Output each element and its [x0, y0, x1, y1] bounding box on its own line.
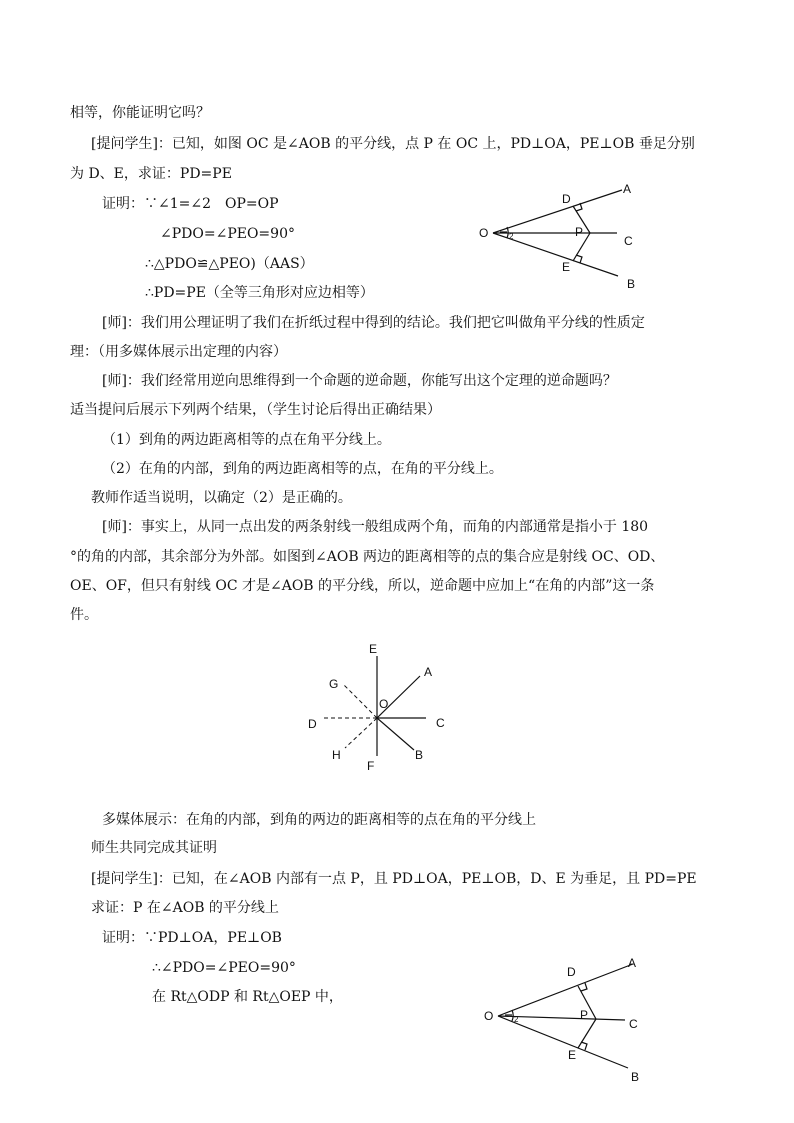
label-C: C	[436, 716, 445, 730]
text-line: （2）在角的内部，到角的两边距离相等的点，在角的平分线上。	[102, 461, 503, 477]
text-line: [师]：我们用公理证明了我们在折纸过程中得到的结论。我们把它叫做角平分线的性质定	[102, 315, 645, 331]
text-line: 教师作适当说明，以确定（2）是正确的。	[91, 490, 352, 506]
label-D: D	[308, 717, 317, 731]
text-line: 件。	[70, 607, 98, 623]
text-line: 理：（用多媒体展示出定理的内容）	[70, 344, 287, 360]
label-F: F	[367, 759, 375, 773]
label-D: D	[562, 192, 571, 206]
label-E: E	[562, 260, 571, 274]
label-G: G	[329, 677, 339, 691]
text-line: °的角的内部，其余部分为外部。如图到∠AOB 两边的距离相等的点的集合应是射线 OC、OD、	[70, 549, 665, 565]
text-line: 求证：P 在∠AOB 的平分线上	[91, 900, 279, 916]
label-P: P	[580, 1008, 589, 1022]
text-line: ∠PDO=∠PEO=90°	[160, 226, 295, 242]
label-B: B	[415, 748, 424, 762]
label-B: B	[631, 1070, 640, 1084]
label-A: A	[628, 956, 637, 970]
text-line: [提问学生]：已知，如图 OC 是∠AOB 的平分线，点 P 在 OC 上，PD⊥OA，PE⊥OB 垂足分别	[91, 136, 695, 152]
label-P: P	[575, 225, 584, 239]
text-line: 相等，你能证明它吗？	[70, 105, 210, 121]
label-C: C	[624, 234, 633, 248]
label-H: H	[332, 748, 341, 762]
text-line: ∴∠PDO=∠PEO=90°	[152, 960, 296, 976]
label-O: O	[379, 697, 389, 711]
label-C: C	[629, 1017, 638, 1031]
text-line: 多媒体展示：在角的内部，到角的两边的距离相等的点在角的平分线上	[102, 812, 536, 828]
text-line: [师]：我们经常用逆向思维得到一个命题的逆命题，你能写出这个定理的逆命题吗？	[102, 373, 617, 389]
label-B: B	[627, 277, 636, 291]
text-line: [师]：事实上，从同一点出发的两条射线一般组成两个角，而角的内部通常是指小于 180	[102, 519, 649, 535]
text-line: OE、OF，但只有射线 OC 才是∠AOB 的平分线，所以，逆命题中应加上“在角的内部”这一条	[70, 578, 655, 594]
text-line: （1）到角的两边距离相等的点在角平分线上。	[102, 432, 391, 448]
text-line: 师生共同完成其证明	[91, 840, 217, 856]
text-line: ∴PD=PE（全等三角形对应边相等）	[145, 285, 374, 301]
label-D: D	[567, 965, 576, 979]
text-line: 证明：∵∠1=∠2 OP=OP	[102, 196, 279, 212]
label-O: O	[484, 1009, 494, 1023]
label-angle-2: 2	[509, 232, 514, 241]
label-E: E	[568, 1048, 577, 1062]
label-E: E	[369, 642, 378, 656]
angle-bisector-figure-2	[470, 950, 655, 1085]
text-line: 在 Rt△ODP 和 Rt△OEP 中，	[152, 989, 343, 1005]
label-A: A	[623, 182, 632, 196]
angle-bisector-figure-1	[470, 176, 650, 296]
label-A: A	[424, 665, 433, 679]
text-line: 适当提问后展示下列两个结果，（学生讨论后得出正确结果）	[70, 402, 441, 418]
text-line: ∴△PDO≌△PEO)（AAS）	[145, 256, 314, 272]
text-line: 为 D、E，求证：PD=PE	[70, 166, 232, 182]
rays-figure	[300, 636, 460, 776]
text-line: [提问学生]：已知，在∠AOB 内部有一点 P，且 PD⊥OA，PE⊥OB，D、E 为垂足，且 PD=PE	[91, 871, 697, 887]
text-line: 证明：∵PD⊥OA，PE⊥OB	[102, 930, 282, 946]
label-O: O	[479, 226, 489, 240]
label-angle-2: 2	[514, 1015, 519, 1024]
